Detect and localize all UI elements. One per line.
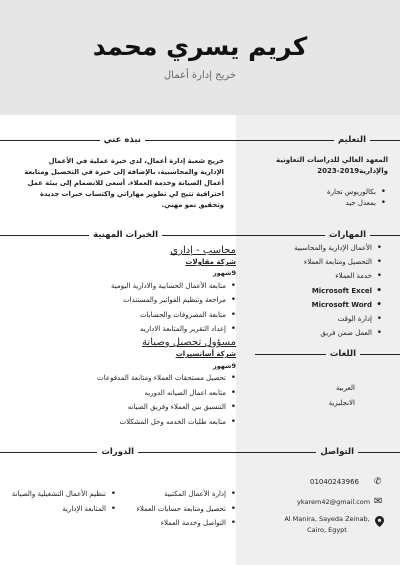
education-item: • بمعدل جيد (246, 198, 386, 209)
education-item: • بكالوريوس تجارة (246, 187, 386, 198)
job-task: • إعداد التقرير والمتابعة الاداريه (36, 322, 236, 336)
courses-list-2 (6, 487, 116, 516)
job-task: • مراجعة وتنظيم الفواتير والمستندات (36, 293, 236, 307)
location-icon (375, 516, 384, 530)
candidate-name: كريم يسري محمد (92, 32, 308, 61)
education-institution: المعهد العالي للدراسات التعاونية والإدارية2019-2023 (275, 156, 388, 175)
languages-heading: اللغات (326, 349, 360, 359)
about-text: خريج شعبة إدارة أعمال، لدي خبرة عملية في الأعمال الإدارية والمحاسبية، بالإضافة إلى خبرة في التحصيل ومتابعة أعمال الصيانة وخدمة العملاء. أسعى للانضمام إلى بيئة عمل احترافية تتيح لي تطوير مهاراتي واكتساب خبرات جديدة وتحقيق نمو مهني. (24, 157, 224, 209)
education-list (246, 187, 386, 209)
language-item: العربية (335, 384, 355, 392)
phone-icon: ✆ (374, 477, 382, 487)
candidate-title: خريج إدارة أعمال (163, 70, 237, 81)
skill-item: • العمل ضمن فريق (242, 326, 382, 340)
skills-list (242, 241, 382, 340)
contact-email: ykarem42@gmail.com (297, 498, 371, 506)
experience-heading: الخبرات المهنية (89, 230, 162, 240)
job-duration: 9شهور (212, 269, 236, 277)
job-tasks (36, 279, 236, 336)
contact-heading: التواصل (316, 447, 358, 457)
about-heading: نبذه عني (100, 135, 145, 145)
courses-heading: الدورات (97, 447, 138, 457)
job-company: شركة مقاولات (185, 258, 236, 266)
course-item: • تنظيم الأعمال التشغيلية والصيانة (6, 487, 116, 502)
email-icon: ✉ (374, 496, 383, 507)
education-heading: التعليم (334, 135, 370, 145)
job-title: محاسب - إداري (170, 245, 236, 256)
course-item: • تحصيل ومتابعة حسابات العملاء (116, 502, 236, 517)
job-duration: 9شهور (212, 362, 236, 370)
location-pin-svg (375, 516, 384, 527)
job-task: • متابعة المصروفات والحسابات (36, 308, 236, 322)
language-item: الانجليزية (328, 399, 355, 407)
job-task: • متابعه اعمال الصيانه الدوريه (36, 386, 236, 401)
contact-address: Al Manira, Sayeda Zeinab, Cairo, Egypt (284, 515, 370, 534)
skill-item: • الأعمال الإدارية والمحاسبية (242, 241, 382, 255)
job-tasks (36, 371, 236, 429)
courses-list-1 (116, 487, 236, 531)
skill-item: • Microsoft Excel (242, 284, 382, 298)
job-company: شركة أسانسيرات (175, 350, 236, 358)
job-task: • التنسيق بين العملاء وفريق الصيانه (36, 400, 236, 415)
course-item: • التواصل وخدمة العملاء (116, 516, 236, 531)
job-task: • تحصيل مستحقات العملاء ومتابعة المدفوعات (36, 371, 236, 386)
skill-item: • إدارة الوقت (242, 312, 382, 326)
skill-item: • خدمة العملاء (242, 269, 382, 283)
job-title: مسؤول تحصيل وصيانة (142, 337, 236, 348)
skill-item: • التحصيل ومتابعة العملاء (242, 255, 382, 269)
job-task: • متابعة الأعمال الحسابية والادارية اليومية (36, 279, 236, 293)
skill-item: • Microsoft Word (242, 298, 382, 312)
contact-phone: 01040243966 (310, 478, 359, 486)
job-task: • متابعه طلبات الخدمه وحل المشكلات (36, 415, 236, 430)
skills-heading: المهارات (325, 230, 370, 240)
course-item: • المتابعة الإدارية (6, 502, 116, 517)
course-item: • إدارة الأعمال المكتبية (116, 487, 236, 502)
